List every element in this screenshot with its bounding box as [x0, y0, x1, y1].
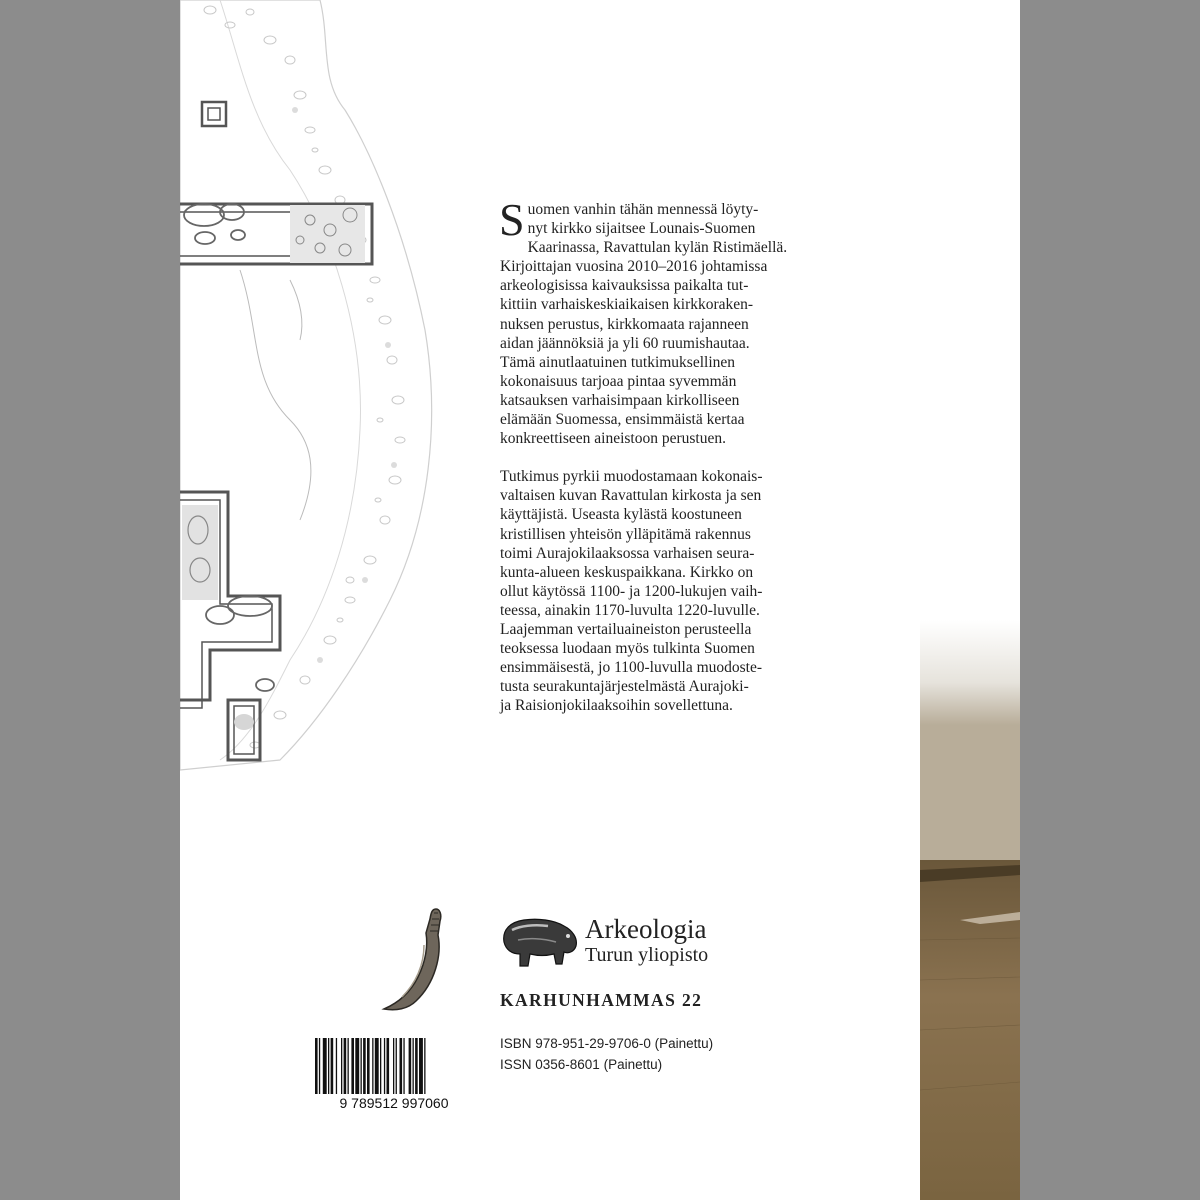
barcode-bar [396, 1038, 397, 1094]
blurb-paragraph-2 [500, 467, 820, 715]
blurb-line: käyttäjistä. Useasta kylästä koostuneen [500, 506, 742, 524]
blurb-line: Tämä ainutlaatuinen tutkimuksellinen [500, 353, 736, 371]
blurb-line: Tutkimus pyrkii muodostamaan kokonais- [500, 468, 763, 486]
blurb-line: Kaarinassa, Ravattulan kylän Ristimäellä. [527, 239, 788, 257]
blurb-line: Laajemman vertailuaineiston perusteella [500, 620, 752, 638]
barcode-bar [409, 1038, 412, 1094]
blurb-line: elämään Suomessa, ensimmäistä kertaa [500, 411, 745, 429]
barcode-digits: 9 789512 997060 [339, 1095, 449, 1111]
barcode-bar [413, 1038, 414, 1094]
barcode-bar [372, 1038, 373, 1094]
blurb-line: Kirjoittajan vuosina 2010–2016 johtamissa [500, 258, 768, 276]
landscape-photo [920, 620, 1020, 1200]
barcode-bar [393, 1038, 394, 1094]
barcode-bar [341, 1038, 342, 1094]
blurb-line: toimi Aurajokilaaksossa varhaisen seura- [500, 544, 755, 562]
barcode-bar [363, 1038, 366, 1094]
series-title: KARHUNHAMMAS 22 [500, 990, 703, 1010]
barcode-bar [355, 1038, 359, 1094]
publisher-subtitle: Turun yliopisto [585, 944, 709, 966]
issn-text: ISSN 0356-8601 (Painettu) [500, 1057, 663, 1072]
barcode-bar [424, 1038, 425, 1094]
blurb-line: kunta-alueen keskuspaikkana. Kirkko on [500, 563, 754, 581]
barcode-bar [384, 1038, 385, 1094]
book-back-cover [180, 0, 1020, 1200]
barcode-bar [361, 1038, 362, 1094]
blurb-line: kristillisen yhteisön ylläpitämä rakennus [500, 525, 751, 543]
blurb-line: aidan jäännöksiä ja yli 60 ruumishautaa. [500, 334, 750, 352]
blurb-line: arkeologisissa kaivauksissa paikalta tut- [500, 277, 749, 295]
blurb-line: kokonaisuus tarjoaa pintaa syvemmän [500, 372, 737, 390]
blurb-line: kittiin varhaiskeskiaikaisen kirkkoraken- [500, 296, 754, 314]
isbn-text: ISBN 978-951-29-9706-0 (Painettu) [500, 1036, 714, 1051]
barcode-bar [348, 1038, 349, 1094]
barcode-bar [315, 1038, 318, 1094]
blurb-line: nuksen perustus, kirkkomaata rajanneen [500, 315, 749, 333]
blurb-line: nyt kirkko sijaitsee Lounais-Suomen [527, 220, 756, 238]
barcode-bar [403, 1038, 404, 1094]
publisher-name: Arkeologia [585, 914, 707, 944]
barcode-bar [387, 1038, 390, 1094]
barcode-bar [351, 1038, 354, 1094]
barcode-bar [415, 1038, 418, 1094]
blurb-line: ja Raisionjokilaaksoihin sovellettuna. [500, 697, 733, 715]
barcode-bar [344, 1038, 347, 1094]
drop-cap: S [499, 194, 525, 245]
blurb-line: tusta seurakuntajärjestelmästä Aurajoki- [500, 678, 749, 696]
barcode-bar [380, 1038, 381, 1094]
barcode-bar [331, 1038, 334, 1094]
left-gray-panel [0, 0, 180, 1200]
blurb-line: konkreettiseen aineistoon perustuen. [500, 430, 726, 448]
blurb-line: teessa, ainakin 1170-luvulta 1220-luvulle. [500, 601, 760, 619]
blurb-line: valtaisen kuvan Ravattulan kirkosta ja sen [500, 487, 762, 505]
barcode-bar [419, 1038, 423, 1094]
barcode-bar [319, 1038, 320, 1094]
blurb-line: ensimmäisestä, jo 1100-luvulla muodoste- [500, 659, 763, 677]
bear-figurine-icon [498, 912, 580, 970]
barcode-bar [328, 1038, 329, 1094]
blurb-line: uomen vanhin tähän mennessä löyty- [527, 201, 759, 218]
right-gray-panel [1020, 0, 1200, 1200]
blurb-line: ollut käytössä 1100- ja 1200-lukujen vaih- [500, 582, 763, 600]
blurb-line: teoksessa luodaan myös tulkinta Suomen [500, 640, 755, 658]
barcode-bar [336, 1038, 337, 1094]
barcode-bar [375, 1038, 379, 1094]
blurb-line: katsauksen varhaisimpaan kirkolliseen [500, 391, 740, 409]
excavation-map-icon [180, 0, 440, 790]
blurb-paragraph-1 [499, 194, 820, 448]
isbn-barcode [311, 1036, 477, 1111]
barcode-bar [367, 1038, 370, 1094]
sickle-icon [380, 905, 450, 1015]
barcode-bar [323, 1038, 327, 1094]
barcode-bar [400, 1038, 403, 1094]
back-cover-blurb [499, 194, 820, 734]
